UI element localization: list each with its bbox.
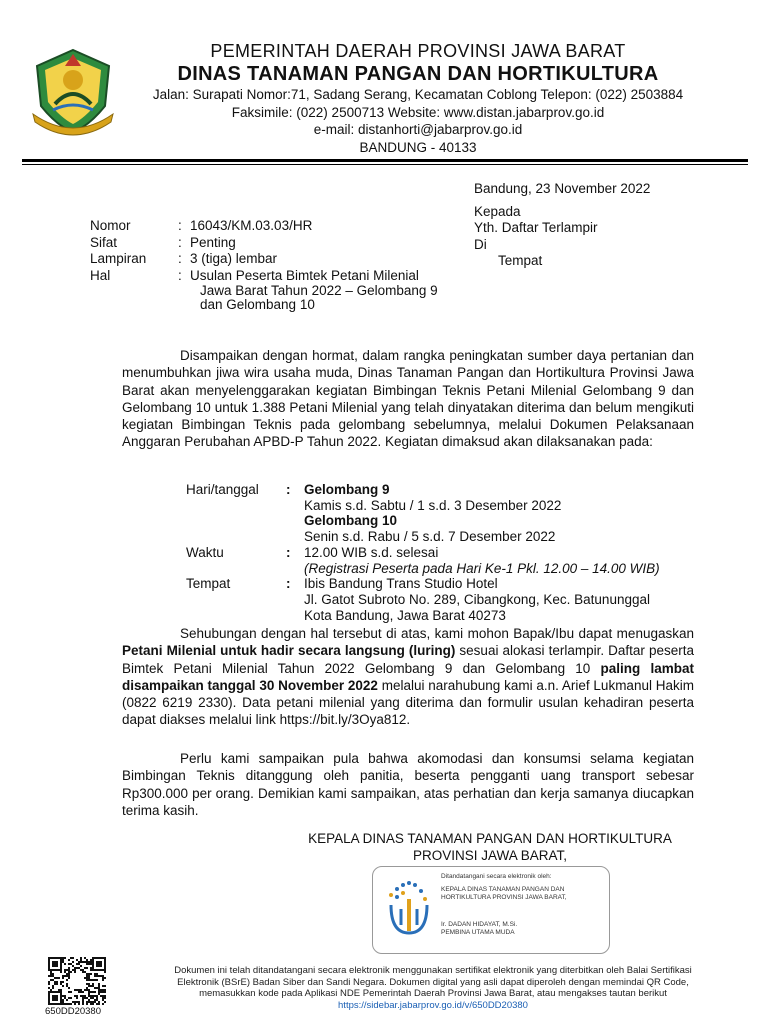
meta-value: Usulan Peserta Bimtek Petani Milenial — [190, 267, 419, 283]
meta-row — [90, 235, 470, 252]
meta-key — [90, 298, 178, 312]
detail-time-row — [186, 545, 706, 576]
meta-row — [90, 284, 470, 298]
meta-key: Lampiran — [90, 251, 147, 266]
footer-line-3: memasukkan kode pada Aplikasi NDE Pemerintah Daerah Provinsi Jawa Barat, atau mengakses tautan berikut — [199, 988, 667, 999]
header-rule-thick — [22, 159, 748, 162]
footer-verification-link[interactable]: https://sidebar.jabarprov.go.id/v/650DD20380 — [338, 999, 528, 1011]
signer-rank: PEMBINA UTAMA MUDA — [441, 929, 515, 936]
meta-key — [90, 284, 178, 298]
meta-row — [90, 298, 470, 312]
letterhead-fax-website: Faksimile: (022) 2500713 Website: www.distan.jabarprov.go.id — [231, 104, 605, 120]
gelombang-10-date: Senin s.d. Rabu / 5 s.d. 7 Desember 2022 — [304, 529, 556, 545]
signature-title-line1: KEPALA DINAS TANAMAN PANGAN DAN HORTIKULTURA — [308, 831, 672, 846]
footer-line-1: Dokumen ini telah ditandatangani secara elektronik menggunakan sertifikat elektronik yang diterbitkan oleh Balai Sertifikasi — [174, 965, 692, 976]
detail-colon: : — [286, 482, 291, 497]
p2-bold-b: Petani Milenial untuk hadir secara langsung (luring) — [122, 643, 456, 659]
letterhead-address: Jalan: Surapati Nomor:71, Sadang Serang, Kecamatan Coblong Telepon: (022) 2503884 — [152, 87, 684, 102]
signer-role-line2: HORTIKULTURA PROVINSI JAWA BARAT, — [441, 894, 567, 901]
p2-text-e: melalui narahubung kami a.n. Arief Lukmanul Hakim (0822 6219 2330). Data petani milenial yang diterima dan formulir usulan kehadiran peserta dapat diakses melalui link https://bit.ly/3Oya812. — [122, 677, 694, 728]
p2-text-c: sesuai alokasi terlampir. Daftar peserta Bimtek Petani Milenial Tahun 2022 Gelombang 9 dan Gelombang 10 — [122, 643, 694, 676]
footer-disclaimer — [118, 965, 748, 1011]
meta-colon: : — [178, 251, 182, 266]
signer-role-line1: KEPALA DINAS TANAMAN PANGAN DAN — [441, 885, 565, 893]
meta-value: 16043/KM.03.03/HR — [190, 218, 313, 233]
detail-place-name: Ibis Bandung Trans Studio Hotel — [304, 576, 498, 592]
event-details — [186, 482, 706, 623]
signature-title — [280, 830, 700, 864]
detail-place-label: Tempat — [186, 576, 231, 592]
letter-meta — [90, 218, 470, 312]
letterhead-agency: DINAS TANAMAN PANGAN DAN HORTIKULTURA — [177, 63, 659, 85]
detail-place-row — [186, 576, 706, 623]
body-paragraph-2 — [122, 625, 694, 729]
signed-by-label: Ditandatangani secara elektronik oleh: — [441, 873, 552, 880]
footer-line-2: Elektronik (BSrE) Badan Siber dan Sandi Negara. Dokumen digital yang asli dapat diperoleh dengan memindai QR Code, — [177, 976, 689, 988]
recipient-tempat: Tempat — [498, 253, 543, 268]
recipient-yth: Yth. Daftar Terlampir — [474, 220, 598, 235]
qr-code-label: 650DD20380 — [45, 1006, 101, 1017]
gelombang-9-title: Gelombang 9 — [304, 482, 390, 497]
header-rule-thin — [22, 164, 748, 165]
detail-time-label: Waktu — [186, 544, 224, 560]
bsre-logo-icon — [383, 879, 433, 941]
meta-row — [90, 218, 470, 235]
detail-time-note: (Registrasi Peserta pada Hari Ke-1 Pkl. 12.00 – 14.00 WIB) — [304, 560, 660, 576]
body-paragraph-1: Disampaikan dengan hormat, dalam rangka peningkatan sumber daya pertanian dan menumbuhkan jiwa wira usaha muda, Dinas Tanaman Pangan dan Hortikultura Provinsi Jawa Barat akan menyelenggarakan kegiatan Bimbingan Teknis Petani Milenial Gelombang 9 dan Gelombang 10 untuk 1.388 Petani Milenial yang telah dinyatakan diterima dan belum mengikuti kegiatan Bimbingan Teknis pada gelombang sebelumnya, melalui Dokumen Pelaksanaan Anggaran Perubahan APBD-P Tahun 2022. Kegiatan dimaksud akan dilaksanakan pada: — [122, 348, 694, 450]
meta-colon: : — [178, 267, 182, 283]
meta-key: Nomor — [90, 218, 131, 233]
signature-title-line2: PROVINSI JAWA BARAT, — [412, 848, 568, 863]
recipient-kepada: Kepada — [474, 204, 521, 219]
qr-code-icon — [48, 957, 106, 1005]
meta-row — [90, 268, 470, 285]
detail-colon: : — [286, 576, 291, 592]
letterhead — [108, 40, 728, 156]
meta-key: Hal — [90, 267, 111, 283]
meta-key: Sifat — [90, 234, 118, 250]
meta-colon: : — [178, 234, 182, 250]
electronic-signature-box — [372, 866, 610, 954]
detail-date-row — [186, 482, 706, 545]
letter-date: Bandung, 23 November 2022 — [474, 181, 651, 196]
meta-value: Penting — [190, 234, 236, 250]
meta-row — [90, 251, 470, 268]
detail-date-label: Hari/tanggal — [186, 482, 259, 497]
detail-time-value: 12.00 WIB s.d. selesai — [304, 544, 439, 560]
detail-place-city: Kota Bandung, Jawa Barat 40273 — [304, 607, 506, 623]
detail-place-street: Jl. Gatot Subroto No. 289, Cibangkong, Kec. Batununggal — [304, 591, 650, 607]
letterhead-government: PEMERINTAH DAERAH PROVINSI JAWA BARAT — [210, 41, 626, 61]
detail-colon: : — [286, 544, 291, 560]
meta-colon: : — [178, 218, 182, 233]
meta-value: dan Gelombang 10 — [200, 297, 315, 312]
signer-name: Ir. DADAN HIDAYAT, M.Si. — [441, 920, 518, 928]
recipient-di: Di — [474, 237, 487, 252]
provincial-logo — [25, 44, 121, 140]
meta-value: Jawa Barat Tahun 2022 – Gelombang 9 — [200, 283, 438, 298]
gelombang-9-date: Kamis s.d. Sabtu / 1 s.d. 3 Desember 2022 — [304, 497, 562, 513]
letterhead-email: e-mail: distanhorti@jabarprov.go.id — [313, 122, 523, 137]
p2-text-a: Sehubungan dengan hal tersebut di atas, kami mohon Bapak/Ibu dapat menugaskan — [180, 626, 694, 641]
body-paragraph-3: Perlu kami sampaikan pula bahwa akomodasi dan konsumsi selama kegiatan Bimbingan Teknis ditanggung oleh panitia, beserta pengganti uang transport sebesar Rp300.000 per orang. Demikian kami sampaikan, atas perhatian dan kerja samanya diucapkan terima kasih. — [122, 751, 694, 818]
gelombang-10-title: Gelombang 10 — [304, 513, 398, 529]
p2-bold-d: paling lambat disampaikan tanggal 30 November 2022 — [122, 660, 694, 693]
letterhead-city: BANDUNG - 40133 — [359, 139, 477, 155]
meta-value: 3 (tiga) lembar — [190, 251, 278, 266]
